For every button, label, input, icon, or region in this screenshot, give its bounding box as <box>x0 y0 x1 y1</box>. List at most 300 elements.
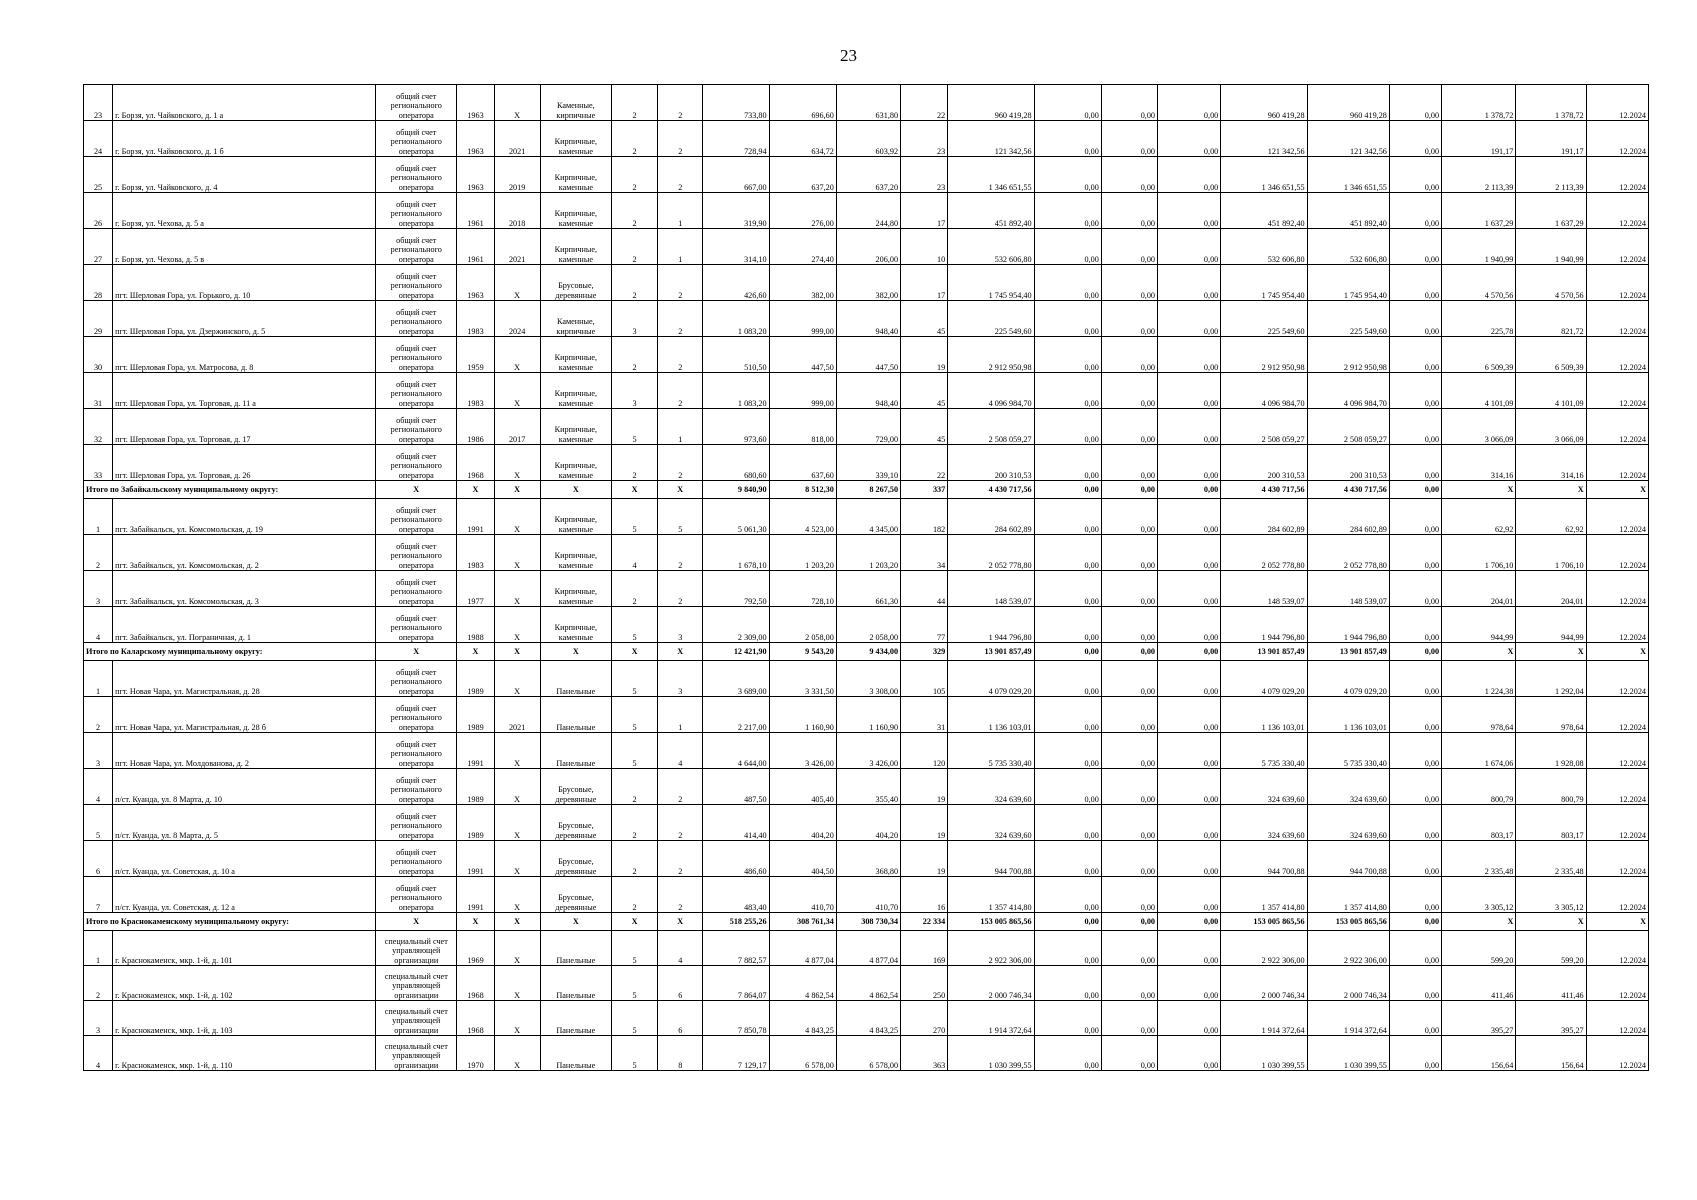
municipal-funds: 0,00 <box>1158 931 1221 966</box>
floors: 4 <box>611 535 657 571</box>
regional-funds: 0,00 <box>1101 409 1157 445</box>
total-area: 733,80 <box>703 85 769 121</box>
floors: 2 <box>611 805 657 841</box>
owner-funds-total: 1 346 651,55 <box>1307 157 1389 193</box>
wall-material: Панельные <box>540 661 611 697</box>
row-number: 5 <box>84 805 113 841</box>
entrances: 4 <box>658 931 703 966</box>
table-row <box>84 877 1649 913</box>
floors: 2 <box>611 877 657 913</box>
entrances: 4 <box>658 733 703 769</box>
regional-funds: 0,00 <box>1101 697 1157 733</box>
entrances: X <box>658 913 703 931</box>
floors: 5 <box>611 499 657 535</box>
owner-funds-total: 5 735 330,40 <box>1307 733 1389 769</box>
regional-funds: 0,00 <box>1101 193 1157 229</box>
living-area: 1 203,20 <box>769 535 836 571</box>
federal-funds: 0,00 <box>1034 733 1101 769</box>
owner-funds-total: 944 700,88 <box>1307 841 1389 877</box>
total-area: 2 309,00 <box>703 607 769 643</box>
owner-funds-total: 148 539,07 <box>1307 571 1389 607</box>
other-funds: 0,00 <box>1389 121 1441 157</box>
table-row <box>84 229 1649 265</box>
floors: 5 <box>611 733 657 769</box>
owner-funds: 13 901 857,49 <box>1221 643 1307 661</box>
total-area: 9 840,90 <box>703 481 769 499</box>
other-funds: 0,00 <box>1389 1001 1441 1036</box>
total-cost: 1 030 399,55 <box>948 1036 1034 1071</box>
address: пгт. Шерловая Гора, ул. Горького, д. 10 <box>113 265 376 301</box>
owner-funds: 153 005 865,56 <box>1221 913 1307 931</box>
owner-funds: 532 606,80 <box>1221 229 1307 265</box>
federal-funds: 0,00 <box>1034 607 1101 643</box>
other-funds: 0,00 <box>1389 877 1441 913</box>
unit-cost: 1 706,10 <box>1442 535 1516 571</box>
wall-material: Брусовые, деревянные <box>540 265 611 301</box>
residents: 169 <box>901 931 948 966</box>
max-unit-cost: 1 378,72 <box>1516 85 1586 121</box>
wall-material: Кирпичные, каменные <box>540 535 611 571</box>
year-built: 1963 <box>457 157 494 193</box>
unit-cost: 4 570,56 <box>1442 265 1516 301</box>
address: пгт. Шерловая Гора, ул. Торговая, д. 17 <box>113 409 376 445</box>
account-type: общий счет регионального оператора <box>376 265 457 301</box>
residential-area: 3 426,00 <box>836 733 900 769</box>
regional-funds: 0,00 <box>1101 1001 1157 1036</box>
floors: 2 <box>611 445 657 481</box>
completion-date: 12.2024 <box>1586 931 1648 966</box>
account-type: специальный счет управляющей организации <box>376 1036 457 1071</box>
table-row <box>84 445 1649 481</box>
municipal-funds: 0,00 <box>1158 733 1221 769</box>
year-built: 1991 <box>457 841 494 877</box>
unit-cost: 62,92 <box>1442 499 1516 535</box>
total-cost: 1 346 651,55 <box>948 157 1034 193</box>
living-area: 274,40 <box>769 229 836 265</box>
total-cost: 4 430 717,56 <box>948 481 1034 499</box>
regional-funds: 0,00 <box>1101 913 1157 931</box>
living-area: 634,72 <box>769 121 836 157</box>
total-area: 7 882,57 <box>703 931 769 966</box>
unit-cost: X <box>1442 913 1516 931</box>
total-area: 510,50 <box>703 337 769 373</box>
wall-material: Кирпичные, каменные <box>540 157 611 193</box>
entrances: 2 <box>658 571 703 607</box>
address: пгт. Шерловая Гора, ул. Торговая, д. 11 а <box>113 373 376 409</box>
residents: 31 <box>901 697 948 733</box>
table-row <box>84 409 1649 445</box>
total-cost: 324 639,60 <box>948 769 1034 805</box>
year-built: X <box>457 913 494 931</box>
total-area: 7 864,07 <box>703 966 769 1001</box>
wall-material: Панельные <box>540 1036 611 1071</box>
federal-funds: 0,00 <box>1034 877 1101 913</box>
federal-funds: 0,00 <box>1034 409 1101 445</box>
living-area: 1 160,90 <box>769 697 836 733</box>
living-area: 999,00 <box>769 301 836 337</box>
owner-funds: 225 549,60 <box>1221 301 1307 337</box>
residents: 182 <box>901 499 948 535</box>
address: пгт. Шерловая Гора, ул. Торговая, д. 26 <box>113 445 376 481</box>
owner-funds-total: 200 310,53 <box>1307 445 1389 481</box>
federal-funds: 0,00 <box>1034 85 1101 121</box>
residents: 77 <box>901 607 948 643</box>
unit-cost: 803,17 <box>1442 805 1516 841</box>
total-cost: 225 549,60 <box>948 301 1034 337</box>
federal-funds: 0,00 <box>1034 445 1101 481</box>
owner-funds-total: 4 096 984,70 <box>1307 373 1389 409</box>
address: г. Краснокаменск, мкр. 1-й, д. 102 <box>113 966 376 1001</box>
other-funds: 0,00 <box>1389 373 1441 409</box>
living-area: 2 058,00 <box>769 607 836 643</box>
regional-funds: 0,00 <box>1101 157 1157 193</box>
wall-material: Каменные, кирпичные <box>540 301 611 337</box>
owner-funds-total: 324 639,60 <box>1307 769 1389 805</box>
owner-funds: 2 922 306,00 <box>1221 931 1307 966</box>
other-funds: 0,00 <box>1389 841 1441 877</box>
row-number: 3 <box>84 571 113 607</box>
total-label: Итого по Каларскому муниципальному округу: <box>84 643 376 661</box>
other-funds: 0,00 <box>1389 661 1441 697</box>
account-type: специальный счет управляющей организации <box>376 966 457 1001</box>
wall-material: Кирпичные, каменные <box>540 409 611 445</box>
total-area: 792,50 <box>703 571 769 607</box>
total-cost: 1 745 954,40 <box>948 265 1034 301</box>
completion-date: 12.2024 <box>1586 1001 1648 1036</box>
owner-funds: 324 639,60 <box>1221 769 1307 805</box>
federal-funds: 0,00 <box>1034 1001 1101 1036</box>
entrances: 8 <box>658 1036 703 1071</box>
table-row <box>84 805 1649 841</box>
year-last-repair: X <box>494 481 540 499</box>
regional-funds: 0,00 <box>1101 445 1157 481</box>
municipal-funds: 0,00 <box>1158 445 1221 481</box>
total-cost: 2 052 778,80 <box>948 535 1034 571</box>
entrances: X <box>658 643 703 661</box>
unit-cost: 2 335,48 <box>1442 841 1516 877</box>
row-number: 24 <box>84 121 113 157</box>
residential-area: 637,20 <box>836 157 900 193</box>
owner-funds: 451 892,40 <box>1221 193 1307 229</box>
unit-cost: 599,20 <box>1442 931 1516 966</box>
residential-area: 339,10 <box>836 445 900 481</box>
unit-cost: 411,46 <box>1442 966 1516 1001</box>
max-unit-cost: 4 570,56 <box>1516 265 1586 301</box>
total-area: 483,40 <box>703 877 769 913</box>
federal-funds: 0,00 <box>1034 1036 1101 1071</box>
federal-funds: 0,00 <box>1034 805 1101 841</box>
owner-funds-total: 2 922 306,00 <box>1307 931 1389 966</box>
floors: X <box>611 913 657 931</box>
total-cost: 2 000 746,34 <box>948 966 1034 1001</box>
owner-funds-total: 1 357 414,80 <box>1307 877 1389 913</box>
residential-area: 404,20 <box>836 805 900 841</box>
table-row <box>84 607 1649 643</box>
max-unit-cost: X <box>1516 643 1586 661</box>
entrances: 2 <box>658 805 703 841</box>
row-number: 23 <box>84 85 113 121</box>
entrances: 5 <box>658 499 703 535</box>
wall-material: Кирпичные, каменные <box>540 571 611 607</box>
owner-funds: 1 346 651,55 <box>1221 157 1307 193</box>
regional-funds: 0,00 <box>1101 373 1157 409</box>
max-unit-cost: 314,16 <box>1516 445 1586 481</box>
year-last-repair: X <box>494 571 540 607</box>
federal-funds: 0,00 <box>1034 193 1101 229</box>
other-funds: 0,00 <box>1389 229 1441 265</box>
address: г. Краснокаменск, мкр. 1-й, д. 110 <box>113 1036 376 1071</box>
owner-funds: 1 745 954,40 <box>1221 265 1307 301</box>
other-funds: 0,00 <box>1389 85 1441 121</box>
row-number: 30 <box>84 337 113 373</box>
other-funds: 0,00 <box>1389 571 1441 607</box>
year-built: 1989 <box>457 769 494 805</box>
year-last-repair: X <box>494 966 540 1001</box>
owner-funds-total: 2 912 950,98 <box>1307 337 1389 373</box>
max-unit-cost: 803,17 <box>1516 805 1586 841</box>
municipal-funds: 0,00 <box>1158 1036 1221 1071</box>
total-row <box>84 913 1649 931</box>
unit-cost: 3 066,09 <box>1442 409 1516 445</box>
municipal-funds: 0,00 <box>1158 229 1221 265</box>
regional-funds: 0,00 <box>1101 85 1157 121</box>
municipal-funds: 0,00 <box>1158 913 1221 931</box>
address: п/ст. Куанда, ул. 8 Марта, д. 10 <box>113 769 376 805</box>
floors: 3 <box>611 301 657 337</box>
year-built: 1963 <box>457 85 494 121</box>
residential-area: 4 877,04 <box>836 931 900 966</box>
row-number: 33 <box>84 445 113 481</box>
address: пгт. Забайкальск, ул. Пограничная, д. 1 <box>113 607 376 643</box>
owner-funds-total: 1 914 372,64 <box>1307 1001 1389 1036</box>
residents: 23 <box>901 157 948 193</box>
floors: 2 <box>611 85 657 121</box>
table-row <box>84 661 1649 697</box>
account-type: общий счет регионального оператора <box>376 499 457 535</box>
residents: 45 <box>901 373 948 409</box>
federal-funds: 0,00 <box>1034 769 1101 805</box>
year-last-repair: X <box>494 337 540 373</box>
year-built: 1959 <box>457 337 494 373</box>
owner-funds: 4 430 717,56 <box>1221 481 1307 499</box>
max-unit-cost: X <box>1516 913 1586 931</box>
table-row <box>84 841 1649 877</box>
year-built: 1991 <box>457 733 494 769</box>
year-last-repair: X <box>494 931 540 966</box>
owner-funds-total: 13 901 857,49 <box>1307 643 1389 661</box>
total-area: 728,94 <box>703 121 769 157</box>
federal-funds: 0,00 <box>1034 535 1101 571</box>
year-built: 1989 <box>457 805 494 841</box>
completion-date: 12.2024 <box>1586 697 1648 733</box>
residential-area: 368,80 <box>836 841 900 877</box>
address: пгт. Новая Чара, ул. Молдованова, д. 2 <box>113 733 376 769</box>
total-cost: 451 892,40 <box>948 193 1034 229</box>
max-unit-cost: 1 706,10 <box>1516 535 1586 571</box>
account-type: общий счет регионального оператора <box>376 337 457 373</box>
regional-funds: 0,00 <box>1101 931 1157 966</box>
address: пгт. Новая Чара, ул. Магистральная, д. 28 <box>113 661 376 697</box>
account-type: специальный счет управляющей организации <box>376 931 457 966</box>
table-row <box>84 1001 1649 1036</box>
account-type: общий счет регионального оператора <box>376 535 457 571</box>
year-built: 1983 <box>457 373 494 409</box>
entrances: 2 <box>658 85 703 121</box>
residential-area: 9 434,00 <box>836 643 900 661</box>
wall-material: X <box>540 481 611 499</box>
address: п/ст. Куанда, ул. Советская, д. 10 а <box>113 841 376 877</box>
completion-date: 12.2024 <box>1586 535 1648 571</box>
address: г. Краснокаменск, мкр. 1-й, д. 103 <box>113 1001 376 1036</box>
completion-date: 12.2024 <box>1586 193 1648 229</box>
max-unit-cost: 2 335,48 <box>1516 841 1586 877</box>
table-row <box>84 157 1649 193</box>
entrances: 2 <box>658 535 703 571</box>
municipal-funds: 0,00 <box>1158 85 1221 121</box>
year-last-repair: X <box>494 373 540 409</box>
max-unit-cost: 4 101,09 <box>1516 373 1586 409</box>
other-funds: 0,00 <box>1389 409 1441 445</box>
year-last-repair: 2021 <box>494 697 540 733</box>
max-unit-cost: 1 928,08 <box>1516 733 1586 769</box>
residential-area: 8 267,50 <box>836 481 900 499</box>
total-area: 1 083,20 <box>703 301 769 337</box>
regional-funds: 0,00 <box>1101 571 1157 607</box>
residential-area: 4 862,54 <box>836 966 900 1001</box>
completion-date: 12.2024 <box>1586 265 1648 301</box>
federal-funds: 0,00 <box>1034 913 1101 931</box>
total-cost: 2 508 059,27 <box>948 409 1034 445</box>
total-area: 667,00 <box>703 157 769 193</box>
year-built: 1986 <box>457 409 494 445</box>
owner-funds: 960 419,28 <box>1221 85 1307 121</box>
year-built: X <box>457 481 494 499</box>
floors: 5 <box>611 607 657 643</box>
max-unit-cost: 599,20 <box>1516 931 1586 966</box>
row-number: 27 <box>84 229 113 265</box>
completion-date: X <box>1586 481 1648 499</box>
residents: 105 <box>901 661 948 697</box>
account-type: общий счет регионального оператора <box>376 85 457 121</box>
year-built: 1988 <box>457 607 494 643</box>
other-funds: 0,00 <box>1389 805 1441 841</box>
federal-funds: 0,00 <box>1034 301 1101 337</box>
completion-date: 12.2024 <box>1586 337 1648 373</box>
living-area: 404,50 <box>769 841 836 877</box>
entrances: 2 <box>658 769 703 805</box>
year-built: 1963 <box>457 121 494 157</box>
entrances: 2 <box>658 157 703 193</box>
table-row <box>84 571 1649 607</box>
year-last-repair: X <box>494 643 540 661</box>
other-funds: 0,00 <box>1389 607 1441 643</box>
unit-cost: X <box>1442 481 1516 499</box>
floors: 2 <box>611 229 657 265</box>
owner-funds-total: 4 430 717,56 <box>1307 481 1389 499</box>
wall-material: Кирпичные, каменные <box>540 373 611 409</box>
unit-cost: 1 637,29 <box>1442 193 1516 229</box>
owner-funds-total: 153 005 865,56 <box>1307 913 1389 931</box>
living-area: 382,00 <box>769 265 836 301</box>
year-last-repair: X <box>494 1001 540 1036</box>
table-row <box>84 931 1649 966</box>
account-type: специальный счет управляющей организации <box>376 1001 457 1036</box>
municipal-funds: 0,00 <box>1158 193 1221 229</box>
residential-area: 355,40 <box>836 769 900 805</box>
federal-funds: 0,00 <box>1034 499 1101 535</box>
municipal-funds: 0,00 <box>1158 769 1221 805</box>
owner-funds-total: 284 602,89 <box>1307 499 1389 535</box>
year-built: 1961 <box>457 229 494 265</box>
federal-funds: 0,00 <box>1034 841 1101 877</box>
table-row <box>84 85 1649 121</box>
max-unit-cost: 944,99 <box>1516 607 1586 643</box>
total-cost: 532 606,80 <box>948 229 1034 265</box>
residential-area: 2 058,00 <box>836 607 900 643</box>
living-area: 447,50 <box>769 337 836 373</box>
wall-material: Кирпичные, каменные <box>540 193 611 229</box>
row-number: 29 <box>84 301 113 337</box>
municipal-funds: 0,00 <box>1158 499 1221 535</box>
year-last-repair: 2024 <box>494 301 540 337</box>
entrances: 2 <box>658 877 703 913</box>
row-number: 26 <box>84 193 113 229</box>
municipal-funds: 0,00 <box>1158 805 1221 841</box>
wall-material: Брусовые, деревянные <box>540 805 611 841</box>
year-last-repair: X <box>494 733 540 769</box>
owner-funds: 1 944 796,80 <box>1221 607 1307 643</box>
max-unit-cost: 800,79 <box>1516 769 1586 805</box>
wall-material: Каменные, кирпичные <box>540 85 611 121</box>
wall-material: Кирпичные, каменные <box>540 445 611 481</box>
owner-funds-total: 1 944 796,80 <box>1307 607 1389 643</box>
account-type: общий счет регионального оператора <box>376 877 457 913</box>
municipal-funds: 0,00 <box>1158 301 1221 337</box>
residential-area: 603,92 <box>836 121 900 157</box>
entrances: X <box>658 481 703 499</box>
total-cost: 1 944 796,80 <box>948 607 1034 643</box>
entrances: 3 <box>658 661 703 697</box>
year-last-repair: X <box>494 841 540 877</box>
owner-funds: 1 357 414,80 <box>1221 877 1307 913</box>
completion-date: 12.2024 <box>1586 733 1648 769</box>
wall-material: Кирпичные, каменные <box>540 499 611 535</box>
residential-area: 6 578,00 <box>836 1036 900 1071</box>
floors: 2 <box>611 121 657 157</box>
row-number: 7 <box>84 877 113 913</box>
completion-date: 12.2024 <box>1586 409 1648 445</box>
completion-date: X <box>1586 913 1648 931</box>
municipal-funds: 0,00 <box>1158 373 1221 409</box>
total-area: 1 678,10 <box>703 535 769 571</box>
floors: 5 <box>611 409 657 445</box>
unit-cost: 944,99 <box>1442 607 1516 643</box>
total-area: 973,60 <box>703 409 769 445</box>
regional-funds: 0,00 <box>1101 607 1157 643</box>
address: пгт. Забайкальск, ул. Комсомольская, д. 3 <box>113 571 376 607</box>
owner-funds: 1 136 103,01 <box>1221 697 1307 733</box>
table-row <box>84 1036 1649 1071</box>
residents: 270 <box>901 1001 948 1036</box>
residents: 22 334 <box>901 913 948 931</box>
wall-material: Панельные <box>540 697 611 733</box>
federal-funds: 0,00 <box>1034 265 1101 301</box>
living-area: 3 426,00 <box>769 733 836 769</box>
municipal-funds: 0,00 <box>1158 265 1221 301</box>
year-built: 1983 <box>457 535 494 571</box>
total-area: 680,60 <box>703 445 769 481</box>
total-cost: 4 079 029,20 <box>948 661 1034 697</box>
